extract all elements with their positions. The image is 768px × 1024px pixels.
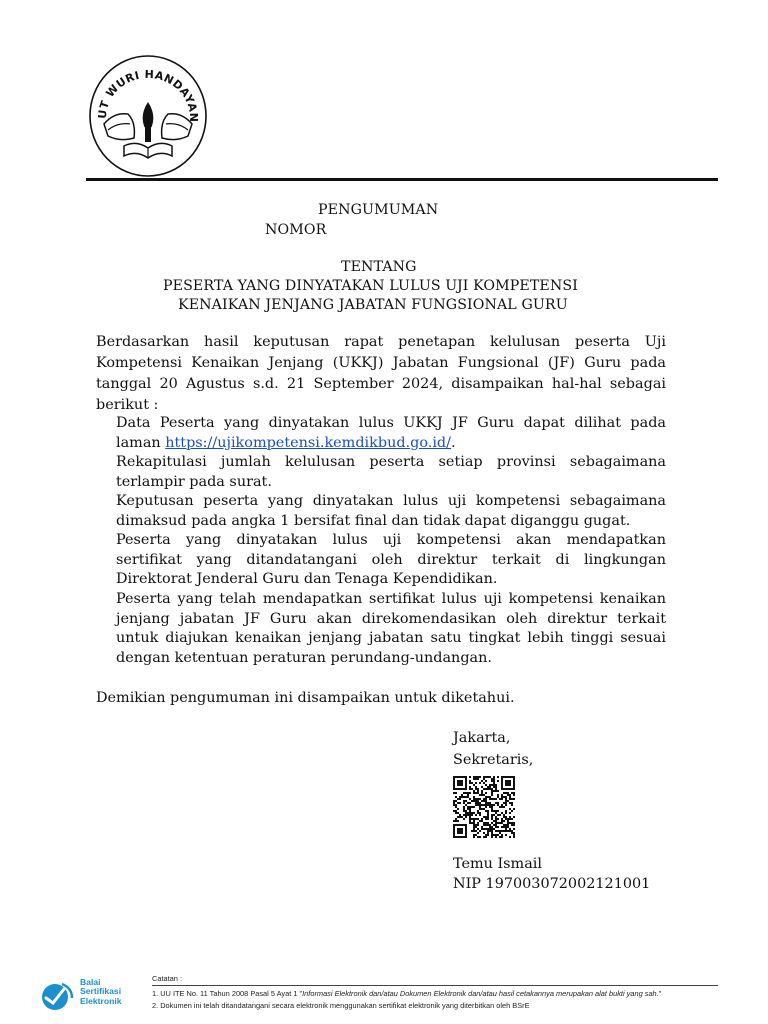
number-label: NOMOR xyxy=(265,222,327,238)
list-item-line: Peserta yang telah mendapatkan sertifikat lulus uji kompetensi kenaikan xyxy=(116,591,666,607)
list-item-line: dimaksud pada angka 1 bersifat final dan tidak dapat diganggu gugat. xyxy=(116,512,631,529)
signature-qr-code xyxy=(453,776,515,838)
bsre-name-line: Balai xyxy=(80,977,101,987)
signatory-nip: NIP 197003072002121001 xyxy=(453,876,651,892)
emblem-icon xyxy=(84,52,212,178)
bsre-name xyxy=(80,978,122,1006)
note-1-prefix: 1. UU ITE No. 11 Tahun 2008 Pasal 5 Ayat 1 " xyxy=(152,989,303,998)
list-item-line: jenjang jabatan JF Guru akan direkomendasikan oleh direktur terkait xyxy=(116,610,666,627)
list-item-line: Data Peserta yang dinyatakan lulus UKKJ JF Guru dapat dilihat pada xyxy=(116,415,666,431)
list-item-line: sertifikat yang ditandatangani oleh direktur terkait di lingkungan xyxy=(116,551,666,568)
list-item xyxy=(116,590,666,668)
header-rule xyxy=(86,178,718,181)
footer-note-1 xyxy=(152,989,661,998)
list-item-line: untuk diajukan kenaikan jenjang jabatan satu tingkat lebih tinggi sesuai xyxy=(116,630,666,647)
bsre-emblem-icon xyxy=(40,980,76,1012)
subject-line-2: KENAIKAN JENJANG JABATAN FUNGSIONAL GURU xyxy=(178,297,568,313)
intro-line: Kompetensi Kenaikan Jenjang (UKKJ) Jabatan Fungsional (JF) Guru pada xyxy=(96,355,666,371)
link-suffix: . xyxy=(451,434,456,451)
link-prefix: laman xyxy=(116,434,166,451)
list-item-line: Rekapitulasi jumlah kelulusan peserta setiap provinsi sebagaimana xyxy=(116,454,666,470)
list-item-line: Peserta yang dinyatakan lulus uji kompetensi akan mendapatkan xyxy=(116,532,666,548)
tut-wuri-handayani-logo xyxy=(84,52,212,178)
list-item xyxy=(116,531,666,590)
list-item-line xyxy=(116,434,666,454)
bsre-logo xyxy=(40,980,76,1012)
list-item-line: Keputusan peserta yang dinyatakan lulus uji kompetensi sebagaimana xyxy=(116,493,666,509)
intro-line: Berdasarkan hasil keputusan rapat penetapan kelulusan peserta Uji xyxy=(96,334,666,350)
note-1-suffix: " xyxy=(658,989,662,998)
list-item-line: terlampir pada surat. xyxy=(116,473,272,490)
about-label: TENTANG xyxy=(341,259,417,275)
bsre-name-line: Elektronik xyxy=(80,995,122,1006)
signature-position: Sekretaris, xyxy=(453,752,534,768)
announcement-title: PENGUMUMAN xyxy=(318,202,439,218)
closing-sentence: Demikian pengumuman ini disampaikan untuk diketahui. xyxy=(96,690,515,706)
list-item xyxy=(116,414,666,453)
subject-line-1: PESERTA YANG DINYATAKAN LULUS UJI KOMPETENSI xyxy=(163,278,578,294)
intro-line: berikut : xyxy=(96,397,159,413)
svg-text:TUT WURI HANDAYANI xyxy=(84,52,200,122)
list-item-line: Direktorat Jenderal Guru dan Tenaga Kependidikan. xyxy=(116,571,498,588)
signature-place: Jakarta, xyxy=(453,730,511,746)
notes-title: Catatan : xyxy=(152,974,182,983)
intro-line: tanggal 20 Agustus s.d. 21 September 2024, disampaikan hal-hal sebagai xyxy=(96,376,666,392)
footer-note-2: 2. Dokumen ini telah ditandatangani secara elektronik menggunakan sertifikat elektronik yang diterbitkan oleh BSrE xyxy=(152,1001,530,1010)
footer-rule xyxy=(152,985,718,986)
ujikompetensi-link[interactable]: https://ujikompetensi.kemdikbud.go.id/ xyxy=(165,434,451,451)
note-1-quote: Informasi Elektronik dan/atau Dokumen Elektronik dan/atau hasil cetakannya merupakan alat bukti yang sah. xyxy=(302,989,659,998)
signatory-name: Temu Ismail xyxy=(453,856,542,872)
logo-motto: UT WURI HANDAYAN xyxy=(95,67,201,123)
intro-paragraph xyxy=(96,332,666,416)
list-item xyxy=(116,492,666,531)
bsre-name-line: Sertifikasi xyxy=(80,986,122,997)
list-item-line: dengan ketentuan peraturan perundang-undangan. xyxy=(116,649,492,666)
qr-code-icon xyxy=(453,776,515,838)
list-item xyxy=(116,453,666,492)
